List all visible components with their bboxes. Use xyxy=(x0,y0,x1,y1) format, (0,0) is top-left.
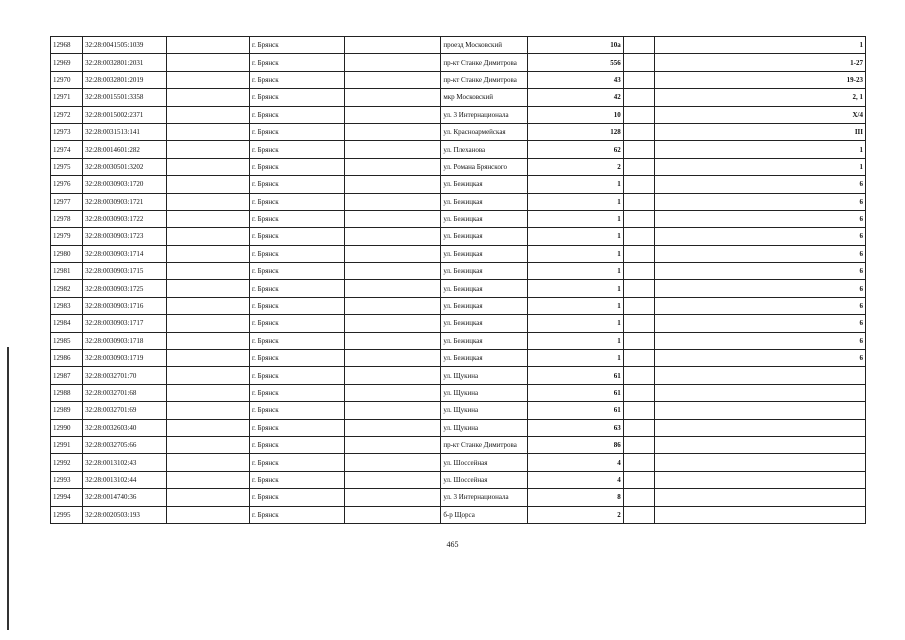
cell-record-number: 12976 xyxy=(51,176,83,193)
cell-empty xyxy=(345,263,441,280)
table-row xyxy=(51,71,866,88)
cell-house-number: 4 xyxy=(527,454,623,471)
cell-cadastral-number: 32:28:0030903:1721 xyxy=(83,193,167,210)
cell-cadastral-number: 32:28:0030903:1720 xyxy=(83,176,167,193)
registry-table xyxy=(50,36,866,524)
cell-city: г. Брянск xyxy=(250,228,345,245)
cell-empty xyxy=(623,158,654,175)
cell-cadastral-number: 32:28:0032701:68 xyxy=(83,384,167,401)
cell-record-number: 12989 xyxy=(51,402,83,419)
cell-empty xyxy=(623,367,654,384)
table-row xyxy=(51,106,866,123)
cell-city: г. Брянск xyxy=(250,193,345,210)
cell-empty xyxy=(167,297,250,314)
cell-house-number: 1 xyxy=(527,193,623,210)
cell-record-number: 12983 xyxy=(51,297,83,314)
cell-cadastral-number: 32:28:0030903:1717 xyxy=(83,315,167,332)
cell-cadastral-number: 32:28:0030903:1725 xyxy=(83,280,167,297)
table-row xyxy=(51,419,866,436)
cell-street: ул. Бежицкая xyxy=(441,210,527,227)
table-row xyxy=(51,141,866,158)
cell-street: ул. Красноармейская xyxy=(441,123,527,140)
cell-premises xyxy=(654,489,865,506)
cell-city: г. Брянск xyxy=(250,315,345,332)
cell-street: ул. Бежицкая xyxy=(441,280,527,297)
cell-empty xyxy=(623,402,654,419)
cell-premises: 6 xyxy=(654,228,865,245)
cell-record-number: 12981 xyxy=(51,263,83,280)
cell-cadastral-number: 32:28:0013102:44 xyxy=(83,471,167,488)
cell-cadastral-number: 32:28:0015002:2371 xyxy=(83,106,167,123)
cell-empty xyxy=(345,350,441,367)
cell-empty xyxy=(623,176,654,193)
cell-empty xyxy=(623,436,654,453)
cell-empty xyxy=(623,89,654,106)
page-number: 465 xyxy=(446,540,459,549)
cell-cadastral-number: 32:28:0030903:1723 xyxy=(83,228,167,245)
cell-house-number: 1 xyxy=(527,332,623,349)
cell-premises: 6 xyxy=(654,263,865,280)
cell-cadastral-number: 32:28:0030903:1722 xyxy=(83,210,167,227)
cell-city: г. Брянск xyxy=(250,402,345,419)
cell-record-number: 12993 xyxy=(51,471,83,488)
cell-empty xyxy=(345,506,441,523)
cell-house-number: 1 xyxy=(527,210,623,227)
cell-record-number: 12972 xyxy=(51,106,83,123)
cell-empty xyxy=(167,419,250,436)
cell-premises: 6 xyxy=(654,193,865,210)
cell-empty xyxy=(345,71,441,88)
cell-empty xyxy=(345,158,441,175)
cell-house-number: 8 xyxy=(527,489,623,506)
cell-premises: 1-27 xyxy=(654,54,865,71)
cell-empty xyxy=(167,106,250,123)
cell-empty xyxy=(167,176,250,193)
cell-cadastral-number: 32:28:0020503:193 xyxy=(83,506,167,523)
cell-empty xyxy=(167,436,250,453)
cell-empty xyxy=(345,193,441,210)
cell-city: г. Брянск xyxy=(250,454,345,471)
cell-record-number: 12987 xyxy=(51,367,83,384)
table-row xyxy=(51,158,866,175)
cell-street: ул. Щукина xyxy=(441,384,527,401)
cell-empty xyxy=(623,123,654,140)
cell-empty xyxy=(623,37,654,54)
cell-empty xyxy=(345,123,441,140)
cell-empty xyxy=(167,489,250,506)
cell-street: ул. Бежицкая xyxy=(441,263,527,280)
cell-premises: 1 xyxy=(654,37,865,54)
cell-record-number: 12977 xyxy=(51,193,83,210)
cell-record-number: 12982 xyxy=(51,280,83,297)
cell-street: ул. 3 Интернационала xyxy=(441,489,527,506)
cell-city: г. Брянск xyxy=(250,489,345,506)
cell-premises xyxy=(654,402,865,419)
table-row xyxy=(51,315,866,332)
cell-house-number: 1 xyxy=(527,350,623,367)
cell-empty xyxy=(623,506,654,523)
cell-record-number: 12980 xyxy=(51,245,83,262)
cell-premises: 6 xyxy=(654,350,865,367)
cell-house-number: 43 xyxy=(527,71,623,88)
cell-premises: 6 xyxy=(654,297,865,314)
cell-house-number: 1 xyxy=(527,245,623,262)
table-row xyxy=(51,436,866,453)
cell-city: г. Брянск xyxy=(250,332,345,349)
cell-premises: 6 xyxy=(654,315,865,332)
cell-cadastral-number: 32:28:0013102:43 xyxy=(83,454,167,471)
cell-empty xyxy=(623,245,654,262)
cell-cadastral-number: 32:28:0032603:40 xyxy=(83,419,167,436)
cell-empty xyxy=(623,332,654,349)
cell-empty xyxy=(167,332,250,349)
table-row xyxy=(51,367,866,384)
cell-street: пр-кт Станке Димитрова xyxy=(441,71,527,88)
registry-table-body xyxy=(51,37,866,524)
cell-house-number: 61 xyxy=(527,367,623,384)
cell-house-number: 1 xyxy=(527,280,623,297)
cell-house-number: 42 xyxy=(527,89,623,106)
cell-cadastral-number: 32:28:0030903:1718 xyxy=(83,332,167,349)
cell-street: ул. Бежицкая xyxy=(441,245,527,262)
cell-empty xyxy=(345,489,441,506)
cell-premises xyxy=(654,471,865,488)
cell-empty xyxy=(345,454,441,471)
cell-house-number: 1 xyxy=(527,263,623,280)
cell-cadastral-number: 32:28:0032701:70 xyxy=(83,367,167,384)
cell-empty xyxy=(345,315,441,332)
cell-street: проезд Московский xyxy=(441,37,527,54)
cell-empty xyxy=(623,54,654,71)
cell-street: ул. 3 Интернационала xyxy=(441,106,527,123)
cell-cadastral-number: 32:28:0031513:141 xyxy=(83,123,167,140)
cell-city: г. Брянск xyxy=(250,297,345,314)
cell-empty xyxy=(623,471,654,488)
table-row xyxy=(51,471,866,488)
cell-empty xyxy=(167,193,250,210)
cell-house-number: 4 xyxy=(527,471,623,488)
cell-premises xyxy=(654,506,865,523)
cell-empty xyxy=(623,384,654,401)
cell-empty xyxy=(345,54,441,71)
cell-record-number: 12984 xyxy=(51,315,83,332)
table-row xyxy=(51,193,866,210)
cell-street: ул. Бежицкая xyxy=(441,350,527,367)
cell-empty xyxy=(345,297,441,314)
cell-record-number: 12973 xyxy=(51,123,83,140)
cell-house-number: 1 xyxy=(527,228,623,245)
cell-empty xyxy=(345,384,441,401)
cell-empty xyxy=(623,489,654,506)
cell-house-number: 556 xyxy=(527,54,623,71)
cell-empty xyxy=(623,454,654,471)
cell-empty xyxy=(167,367,250,384)
cell-cadastral-number: 32:28:0014740:36 xyxy=(83,489,167,506)
cell-house-number: 86 xyxy=(527,436,623,453)
cell-street: ул. Бежицкая xyxy=(441,315,527,332)
cell-empty xyxy=(623,106,654,123)
cell-premises xyxy=(654,367,865,384)
cell-street: ул. Бежицкая xyxy=(441,193,527,210)
cell-premises: Х/4 xyxy=(654,106,865,123)
cell-empty xyxy=(167,263,250,280)
cell-cadastral-number: 32:28:0030903:1714 xyxy=(83,245,167,262)
table-row xyxy=(51,280,866,297)
cell-street: ул. Бежицкая xyxy=(441,297,527,314)
cell-empty xyxy=(623,193,654,210)
cell-record-number: 12992 xyxy=(51,454,83,471)
cell-street: ул. Бежицкая xyxy=(441,332,527,349)
cell-cadastral-number: 32:28:0030903:1719 xyxy=(83,350,167,367)
cell-city: г. Брянск xyxy=(250,436,345,453)
cell-record-number: 12990 xyxy=(51,419,83,436)
cell-empty xyxy=(167,210,250,227)
cell-cadastral-number: 32:28:0030903:1716 xyxy=(83,297,167,314)
cell-empty xyxy=(167,54,250,71)
cell-cadastral-number: 32:28:0030501:3202 xyxy=(83,158,167,175)
cell-street: ул. Щукина xyxy=(441,419,527,436)
cell-city: г. Брянск xyxy=(250,419,345,436)
cell-record-number: 12979 xyxy=(51,228,83,245)
cell-premises: 6 xyxy=(654,280,865,297)
cell-city: г. Брянск xyxy=(250,71,345,88)
cell-city: г. Брянск xyxy=(250,123,345,140)
cell-cadastral-number: 32:28:0014601:282 xyxy=(83,141,167,158)
cell-record-number: 12969 xyxy=(51,54,83,71)
cell-empty xyxy=(345,332,441,349)
cell-empty xyxy=(345,141,441,158)
cell-record-number: 12991 xyxy=(51,436,83,453)
cell-empty xyxy=(623,141,654,158)
cell-street: мкр Московский xyxy=(441,89,527,106)
cell-city: г. Брянск xyxy=(250,263,345,280)
cell-house-number: 10а xyxy=(527,37,623,54)
cell-street: ул. Плеханова xyxy=(441,141,527,158)
table-row xyxy=(51,506,866,523)
table-row xyxy=(51,350,866,367)
cell-empty xyxy=(167,350,250,367)
cell-record-number: 12988 xyxy=(51,384,83,401)
cell-record-number: 12986 xyxy=(51,350,83,367)
cell-cadastral-number: 32:28:0032701:69 xyxy=(83,402,167,419)
cell-empty xyxy=(623,71,654,88)
cell-empty xyxy=(345,106,441,123)
cell-house-number: 128 xyxy=(527,123,623,140)
cell-house-number: 63 xyxy=(527,419,623,436)
cell-street: ул. Романа Брянского xyxy=(441,158,527,175)
cell-street: ул. Щукина xyxy=(441,367,527,384)
cell-city: г. Брянск xyxy=(250,506,345,523)
cell-empty xyxy=(167,506,250,523)
cell-street: ул. Щукина xyxy=(441,402,527,419)
cell-record-number: 12975 xyxy=(51,158,83,175)
cell-city: г. Брянск xyxy=(250,89,345,106)
cell-street: ул. Шоссейная xyxy=(441,454,527,471)
table-row xyxy=(51,228,866,245)
cell-house-number: 1 xyxy=(527,297,623,314)
cell-city: г. Брянск xyxy=(250,384,345,401)
cell-city: г. Брянск xyxy=(250,210,345,227)
cell-cadastral-number: 32:28:0030903:1715 xyxy=(83,263,167,280)
cell-house-number: 61 xyxy=(527,384,623,401)
cell-empty xyxy=(345,89,441,106)
cell-house-number: 10 xyxy=(527,106,623,123)
cell-empty xyxy=(345,37,441,54)
cell-street: ул. Бежицкая xyxy=(441,176,527,193)
cell-empty xyxy=(167,141,250,158)
cell-empty xyxy=(167,454,250,471)
cell-empty xyxy=(167,123,250,140)
cell-cadastral-number: 32:28:0041505:1039 xyxy=(83,37,167,54)
table-row xyxy=(51,210,866,227)
table-row xyxy=(51,89,866,106)
cell-record-number: 12968 xyxy=(51,37,83,54)
cell-premises: 6 xyxy=(654,245,865,262)
cell-street: пр-кт Станке Димитрова xyxy=(441,54,527,71)
cell-premises xyxy=(654,454,865,471)
cell-premises: 6 xyxy=(654,210,865,227)
cell-city: г. Брянск xyxy=(250,37,345,54)
cell-city: г. Брянск xyxy=(250,176,345,193)
cell-empty xyxy=(345,402,441,419)
cell-empty xyxy=(623,210,654,227)
cell-empty xyxy=(167,228,250,245)
cell-empty xyxy=(623,315,654,332)
cell-street: ул. Бежицкая xyxy=(441,228,527,245)
cell-empty xyxy=(623,263,654,280)
cell-empty xyxy=(623,419,654,436)
cell-record-number: 12985 xyxy=(51,332,83,349)
cell-empty xyxy=(167,245,250,262)
cell-cadastral-number: 32:28:0032801:2031 xyxy=(83,54,167,71)
cell-premises: 19-23 xyxy=(654,71,865,88)
cell-empty xyxy=(167,158,250,175)
cell-empty xyxy=(167,71,250,88)
cell-cadastral-number: 32:28:0032801:2019 xyxy=(83,71,167,88)
cell-empty xyxy=(167,384,250,401)
table-row xyxy=(51,297,866,314)
cell-house-number: 2 xyxy=(527,158,623,175)
cell-city: г. Брянск xyxy=(250,280,345,297)
table-row xyxy=(51,176,866,193)
cell-premises xyxy=(654,436,865,453)
cell-city: г. Брянск xyxy=(250,141,345,158)
cell-city: г. Брянск xyxy=(250,106,345,123)
binding-edge-line xyxy=(7,347,9,630)
cell-empty xyxy=(623,350,654,367)
cell-empty xyxy=(345,367,441,384)
cell-house-number: 1 xyxy=(527,176,623,193)
cell-cadastral-number: 32:28:0032705:66 xyxy=(83,436,167,453)
cell-house-number: 62 xyxy=(527,141,623,158)
cell-empty xyxy=(167,471,250,488)
table-row xyxy=(51,263,866,280)
cell-empty xyxy=(167,402,250,419)
cell-city: г. Брянск xyxy=(250,245,345,262)
cell-record-number: 12994 xyxy=(51,489,83,506)
cell-record-number: 12974 xyxy=(51,141,83,158)
cell-empty xyxy=(345,419,441,436)
table-row xyxy=(51,123,866,140)
table-row xyxy=(51,402,866,419)
cell-empty xyxy=(345,210,441,227)
cell-house-number: 61 xyxy=(527,402,623,419)
cell-premises: III xyxy=(654,123,865,140)
cell-empty xyxy=(167,315,250,332)
cell-house-number: 2 xyxy=(527,506,623,523)
table-row xyxy=(51,54,866,71)
cell-empty xyxy=(167,37,250,54)
cell-record-number: 12971 xyxy=(51,89,83,106)
cell-street: б-р Щорса xyxy=(441,506,527,523)
cell-premises xyxy=(654,384,865,401)
cell-premises: 6 xyxy=(654,176,865,193)
cell-cadastral-number: 32:28:0015501:3358 xyxy=(83,89,167,106)
cell-city: г. Брянск xyxy=(250,158,345,175)
cell-empty xyxy=(345,176,441,193)
cell-city: г. Брянск xyxy=(250,367,345,384)
cell-street: пр-кт Станке Димитрова xyxy=(441,436,527,453)
cell-premises: 2, 1 xyxy=(654,89,865,106)
cell-city: г. Брянск xyxy=(250,54,345,71)
cell-record-number: 12995 xyxy=(51,506,83,523)
cell-empty xyxy=(345,280,441,297)
table-row xyxy=(51,245,866,262)
cell-empty xyxy=(345,471,441,488)
cell-empty xyxy=(623,297,654,314)
cell-empty xyxy=(623,228,654,245)
cell-house-number: 1 xyxy=(527,315,623,332)
cell-city: г. Брянск xyxy=(250,471,345,488)
table-row xyxy=(51,37,866,54)
cell-premises: 1 xyxy=(654,141,865,158)
table-row xyxy=(51,384,866,401)
cell-empty xyxy=(167,280,250,297)
table-row xyxy=(51,489,866,506)
table-row xyxy=(51,332,866,349)
cell-street: ул. Шоссейная xyxy=(441,471,527,488)
cell-empty xyxy=(345,228,441,245)
cell-record-number: 12978 xyxy=(51,210,83,227)
cell-empty xyxy=(345,436,441,453)
table-row xyxy=(51,454,866,471)
cell-premises xyxy=(654,419,865,436)
cell-empty xyxy=(167,89,250,106)
cell-premises: 1 xyxy=(654,158,865,175)
cell-empty xyxy=(623,280,654,297)
cell-record-number: 12970 xyxy=(51,71,83,88)
cell-premises: 6 xyxy=(654,332,865,349)
cell-city: г. Брянск xyxy=(250,350,345,367)
cell-empty xyxy=(345,245,441,262)
